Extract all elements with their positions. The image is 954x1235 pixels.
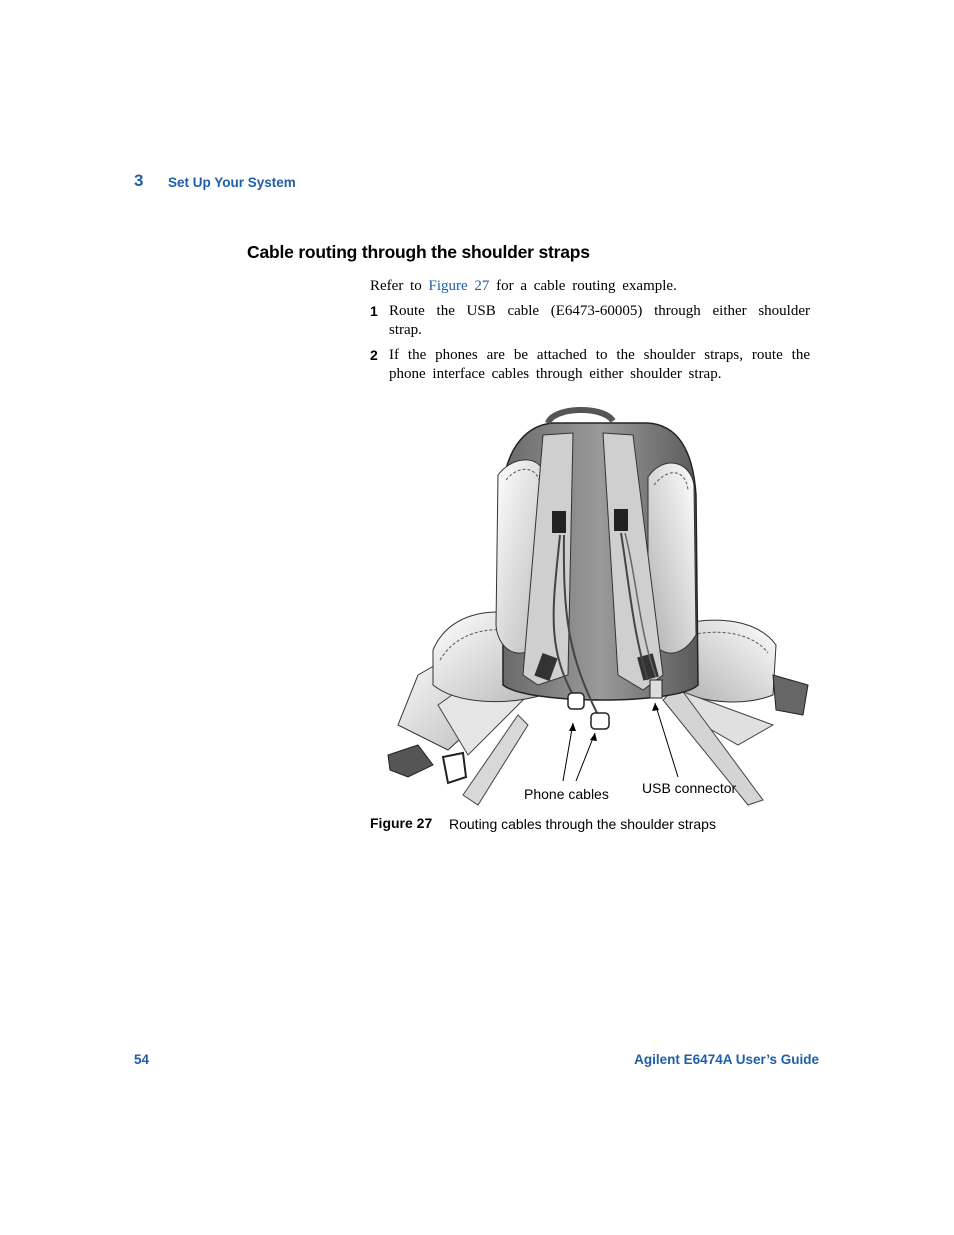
usb-connector-callout: USB connector	[642, 780, 737, 796]
chapter-title: Set Up Your System	[168, 175, 296, 190]
step-number: 2	[370, 347, 378, 363]
backpack-illustration	[378, 405, 818, 810]
guide-title: Agilent E6474A User’s Guide	[634, 1052, 819, 1067]
figure-caption-text: Routing cables through the shoulder straps	[449, 816, 716, 832]
section-heading: Cable routing through the shoulder straps	[247, 242, 590, 262]
phone-cables-callout: Phone cables	[524, 786, 609, 802]
step-text: Route the USB cable (E6473-60005) through either shoulder strap.	[389, 303, 810, 338]
intro-paragraph	[370, 277, 810, 296]
step-item	[370, 302, 810, 340]
step-item	[370, 346, 810, 384]
chapter-number: 3	[134, 171, 144, 190]
figure-link[interactable]: Figure 27	[428, 278, 490, 294]
backpack-figure	[378, 405, 818, 810]
step-number: 1	[370, 303, 378, 319]
step-text: If the phones are be attached to the shoulder straps, route the phone interface cables through either shoulder strap.	[389, 347, 810, 382]
figure-caption-label: Figure 27	[370, 815, 433, 831]
intro-suffix: for a cable routing example.	[496, 278, 677, 294]
intro-prefix: Refer to	[370, 278, 422, 294]
page-number: 54	[134, 1052, 150, 1067]
